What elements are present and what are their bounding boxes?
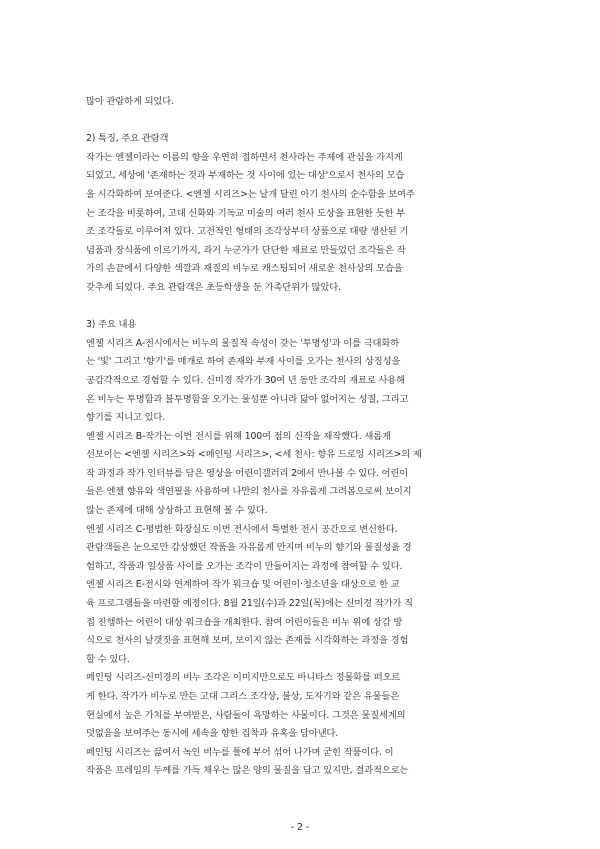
blank-line bbox=[86, 112, 518, 131]
text-line: 덧없음을 보여주는 동시에 세속을 향한 집착과 유혹을 담아낸다. bbox=[86, 728, 339, 740]
text-line: 선보이는 <엔젤 시리즈>와 <페인팅 시리즈>, <세 천사: 향유 드로잉 시리즈>의 제 bbox=[86, 449, 422, 461]
text-line: 게 한다. 작가가 비누로 만든 고대 그리스 조각상, 불상, 도자기와 같은 유물들은 bbox=[86, 691, 400, 702]
text-line: 식으로 천사의 날갯짓을 표현해 보며, 보이지 않는 존재를 시각화하는 과정을 경험 bbox=[86, 635, 409, 647]
text-line: 갖추게 되었다. 주요 관람객은 초등학생을 둔 가족단위가 많았다. bbox=[86, 281, 341, 293]
text-line: 관람객들은 눈으로만 감상했던 작품을 자유롭게 만지며 비누의 향기와 물질성을 경 bbox=[86, 542, 412, 554]
text-line: 되었고, 세상에 '존재하는 것과 부재하는 것 사이에 있는 대상'으로서 천사의 모습 bbox=[86, 170, 405, 182]
text-line: 현실에서 높은 가치를 부여받은, 사람들이 욕망하는 사물이다. 그것은 물질세계의 bbox=[86, 709, 406, 721]
text-line: 공감각적으로 경험할 수 있다. 신미경 작가가 30여 년 동안 조각의 재료로 사용해 bbox=[86, 374, 405, 386]
page-number: - 2 - bbox=[290, 822, 310, 833]
text-line: 할 수 있다. bbox=[86, 653, 130, 665]
blank-line bbox=[86, 298, 518, 317]
text-line: 작가는 엔젤이라는 이름의 향을 우연히 접하면서 천사라는 주제에 관심을 가지게 bbox=[86, 151, 403, 163]
text-line: 2) 특징, 주요 관람객 bbox=[86, 133, 169, 145]
text-line: 념품과 장식품에 이르기까지, 과거 누군가가 단단한 재료로 만들었던 조각들은 작 bbox=[86, 244, 406, 256]
text-line: 는 조각을 비롯하여, 고대 신화와 기독교 미술의 여러 천사 도상을 표현한 듯한 부 bbox=[86, 207, 406, 219]
text-line: 엔젤 시리즈 A-전시에서는 비누의 물질적 속성이 갖는 '투명성'과 이를 극대화하 bbox=[86, 337, 400, 349]
text-line: 작 과정과 작가 인터뷰를 담은 영상을 어린이갤러리 2에서 만나볼 수 있다. 어린이 bbox=[86, 467, 409, 479]
text-line: 접 진행하는 어린이 대상 워크숍을 개최한다. 참여 어린이들은 비누 위에 상감 방 bbox=[86, 616, 403, 628]
text-line: 많아 관람하게 되었다. bbox=[86, 96, 174, 107]
text-line: 조 조각들로 이루어져 있다. 고전적인 형태의 조각상부터 상품으로 대량 생산된 기 bbox=[86, 226, 409, 238]
text-line: 온 비누는 투명함과 불투명함을 오가는 물성뿐 아니라 닳아 없어지는 성질, 그리고 bbox=[86, 393, 409, 405]
text-line: 작품은 프레임의 두께를 가득 채우는 많은 양의 물질을 담고 있지만, 결과적으로는 bbox=[86, 765, 409, 777]
text-line: 향기를 지니고 있다. bbox=[86, 412, 166, 424]
text-line: 페인팅 시리즈는 끓여서 녹인 비누를 틀에 부어 섞어 나가며 굳힌 작품이다. 이 bbox=[86, 746, 394, 758]
text-line: 3) 주요 내용 bbox=[86, 319, 137, 331]
text-line: 육 프로그램들을 마련할 예정이다. 8월 21일(수)과 22일(목)에는 신미경 작가가 직 bbox=[86, 598, 413, 610]
text-line: 험하고, 작품과 일상품 사이를 오가는 조각이 만들어지는 과정에 참여할 수 있다. bbox=[86, 560, 403, 572]
text-line: 들은 엔젤 향유와 색연필을 사용하여 나만의 천사를 자유롭게 그려봄으로써 보이지 bbox=[86, 486, 412, 498]
text-line: 페인팅 시리즈-신미경의 비누 조각은 이미지만으로도 바니타스 정물화를 떠오르 bbox=[86, 672, 401, 684]
text-line: 않는 존재에 대해 상상하고 표현해 볼 수 있다. bbox=[86, 505, 268, 517]
text-line: 가의 손끝에서 다양한 색깔과 재질의 비누로 캐스팅되어 새로운 천사상의 모습을 bbox=[86, 263, 403, 275]
text-line: 을 시각화하여 보여준다. <엔젤 시리즈>는 날개 달린 아기 천사의 순수함을 보여주 bbox=[86, 188, 415, 200]
text-line: 는 '빛' 그리고 '향기'를 매개로 하여 존재와 부재 사이를 오가는 천사의 상징성을 bbox=[86, 356, 401, 368]
document-body bbox=[86, 93, 518, 781]
text-line: 엔젤 시리즈 C-평범한 화장실도 이번 전시에서 특별한 전시 공간으로 변신한다. bbox=[86, 523, 398, 535]
text-line: 엔젤 시리즈 B-작가는 이번 전시를 위해 100여 점의 신작을 제작했다. 새롭게 bbox=[86, 430, 391, 442]
text-line: 엔젤 시리즈 E-전시와 연계하여 작가 워크숍 및 어린이·청소년을 대상으로 한 교 bbox=[86, 579, 400, 591]
